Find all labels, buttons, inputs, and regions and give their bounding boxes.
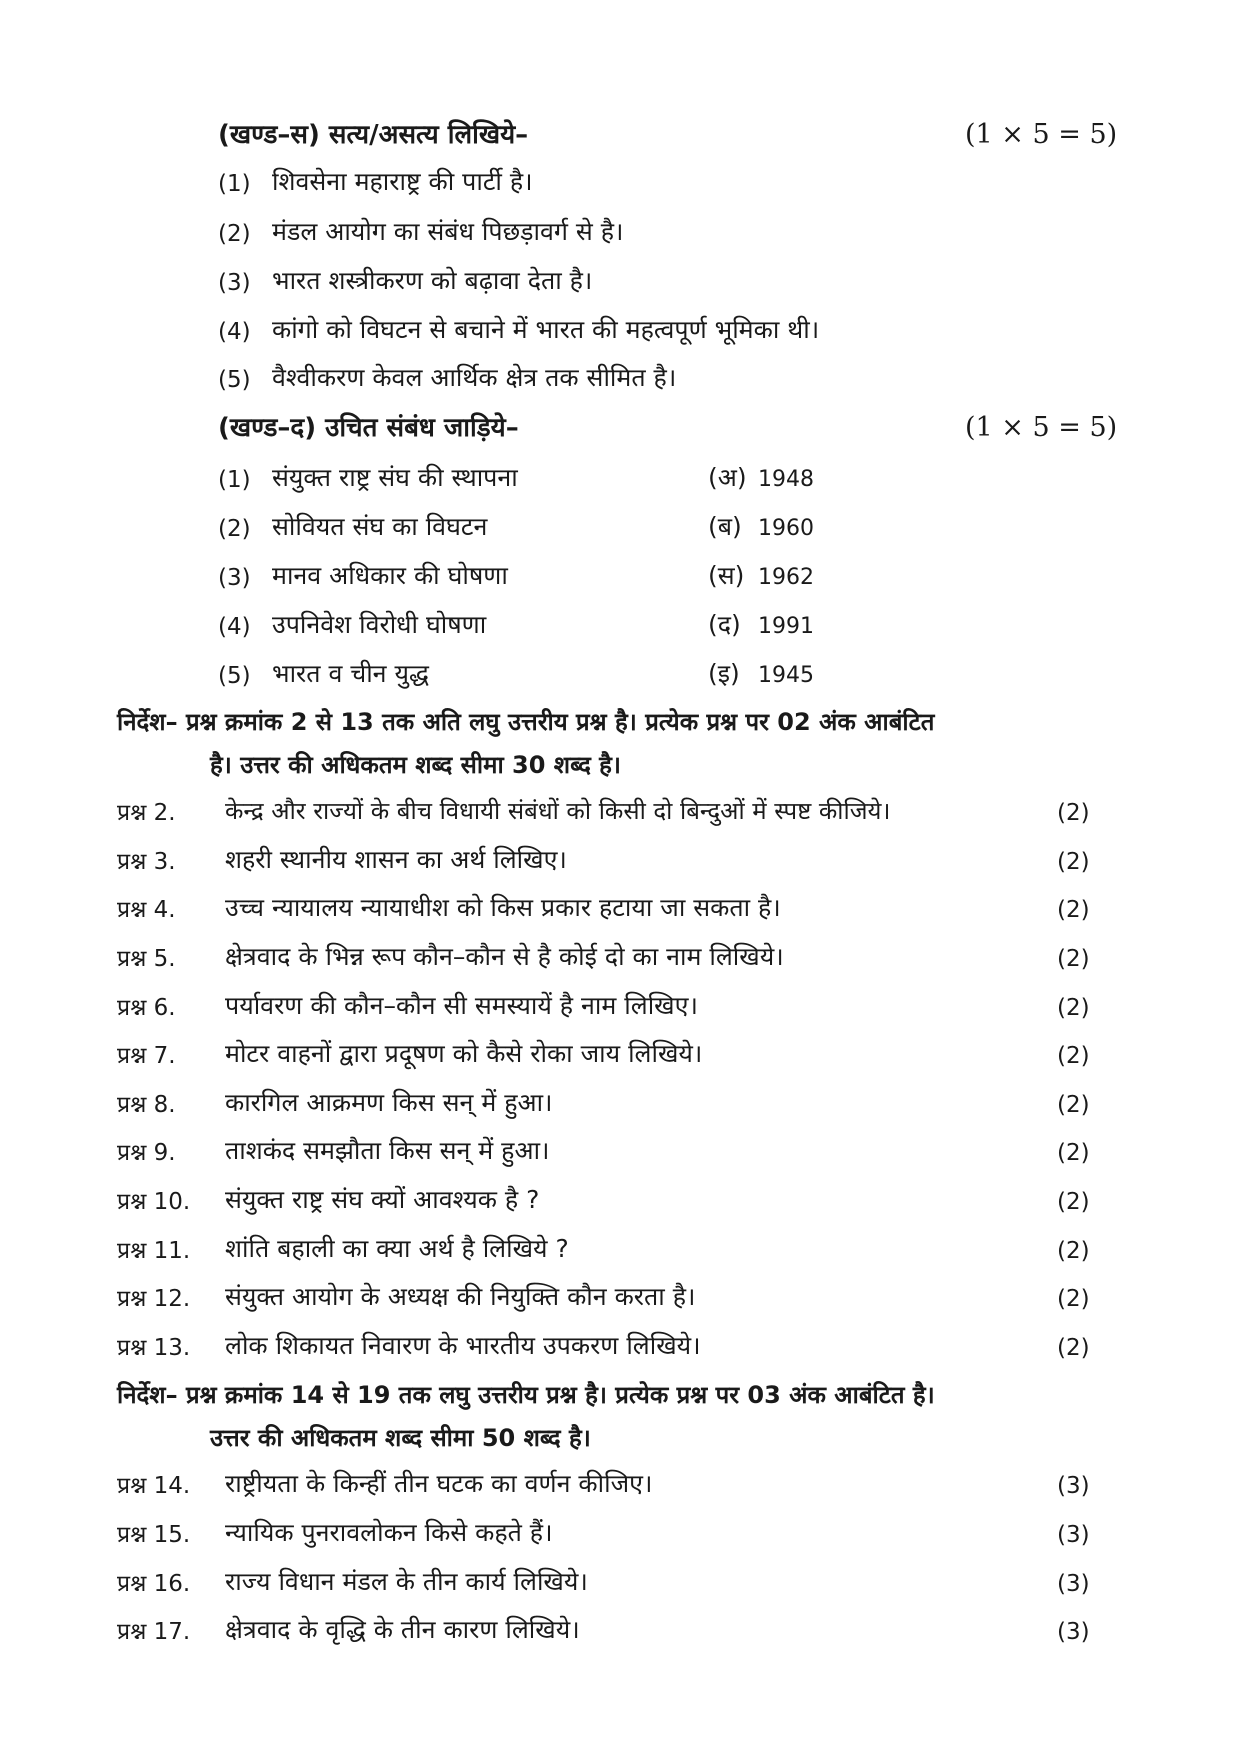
item-text: संयुक्त राष्ट्र संघ की स्थापना — [272, 463, 518, 492]
option-label: (अ) — [708, 463, 747, 492]
question-marks: (3) — [1057, 1473, 1090, 1499]
item-text: सोवियत संघ का विघटन — [272, 512, 488, 541]
item-number: (2) — [218, 221, 251, 247]
option-label: (स) — [708, 561, 745, 590]
item-text: भारत व चीन युद्ध — [272, 659, 429, 688]
question-marks: (2) — [1057, 1189, 1090, 1215]
question-number: प्रश्न 11. — [117, 1238, 191, 1264]
question-marks: (2) — [1057, 1043, 1090, 1069]
question-text: राज्य विधान मंडल के तीन कार्य लिखिये। — [225, 1567, 588, 1596]
question-text: ताशकंद समझौता किस सन् में हुआ। — [225, 1136, 550, 1165]
question-text: कारगिल आक्रमण किस सन् में हुआ। — [225, 1088, 553, 1117]
question-marks: (3) — [1057, 1619, 1090, 1645]
instruction-1-line-2: है। उत्तर की अधिकतम शब्द सीमा 30 शब्द है। — [210, 751, 622, 779]
item-text: मंडल आयोग का संबंध पिछड़ावर्ग से है। — [272, 217, 624, 246]
item-number: (2) — [218, 516, 251, 542]
instruction-2-line-1: निर्देश– प्रश्न क्रमांक 14 से 19 तक लघु उत्तरीय प्रश्न है। प्रत्येक प्रश्न पर 03 अंक आबंटित है। — [117, 1381, 935, 1409]
question-marks: (2) — [1057, 849, 1090, 875]
question-marks: (2) — [1057, 1092, 1090, 1118]
question-text: क्षेत्रवाद के भिन्न रूप कौन–कौन से है कोई दो का नाम लिखिये। — [225, 942, 784, 971]
section-d-heading: (खण्ड–द) उचित संबंध जाड़िये– — [218, 413, 519, 443]
item-number: (1) — [218, 467, 251, 493]
item-text: मानव अधिकार की घोषणा — [272, 561, 508, 590]
option-year: 1960 — [758, 516, 814, 541]
item-number: (5) — [218, 663, 251, 689]
question-text: शहरी स्थानीय शासन का अर्थ लिखिए। — [225, 845, 567, 874]
question-number: प्रश्न 8. — [117, 1092, 176, 1118]
instruction-1-line-1: निर्देश– प्रश्न क्रमांक 2 से 13 तक अति लघु उत्तरीय प्रश्न है। प्रत्येक प्रश्न पर 02 अंक आबंटित — [117, 708, 935, 736]
question-marks: (3) — [1057, 1571, 1090, 1597]
item-text: उपनिवेश विरोधी घोषणा — [272, 610, 487, 639]
question-number: प्रश्न 9. — [117, 1140, 176, 1166]
item-text: कांगो को विघटन से बचाने में भारत की महत्वपूर्ण भूमिका थी। — [272, 315, 820, 344]
option-year: 1962 — [758, 565, 814, 590]
item-text: भारत शस्त्रीकरण को बढ़ावा देता है। — [272, 266, 593, 295]
option-label: (इ) — [708, 659, 740, 688]
question-number: प्रश्न 17. — [117, 1619, 191, 1645]
question-number: प्रश्न 10. — [117, 1189, 191, 1215]
question-marks: (2) — [1057, 995, 1090, 1021]
question-text: उच्च न्यायालय न्यायाधीश को किस प्रकार हटाया जा सकता है। — [225, 893, 781, 922]
question-number: प्रश्न 13. — [117, 1335, 191, 1361]
instruction-2-line-2: उत्तर की अधिकतम शब्द सीमा 50 शब्द है। — [210, 1424, 591, 1452]
question-text: पर्यावरण की कौन–कौन सी समस्यायें है नाम लिखिए। — [225, 991, 698, 1020]
option-label: (ब) — [708, 512, 742, 541]
question-text: लोक शिकायत निवारण के भारतीय उपकरण लिखिये। — [225, 1331, 701, 1360]
option-year: 1948 — [758, 467, 814, 492]
question-number: प्रश्न 4. — [117, 897, 176, 923]
question-number: प्रश्न 2. — [117, 800, 176, 826]
option-year: 1991 — [758, 614, 814, 639]
question-marks: (2) — [1057, 1238, 1090, 1264]
option-year: 1945 — [758, 663, 814, 688]
item-number: (4) — [218, 614, 251, 640]
section-c-marks: (1 × 5 = 5) — [965, 119, 1118, 150]
question-number: प्रश्न 12. — [117, 1286, 191, 1312]
item-number: (3) — [218, 270, 251, 296]
question-marks: (3) — [1057, 1522, 1090, 1548]
question-number: प्रश्न 3. — [117, 849, 176, 875]
item-text: वैश्वीकरण केवल आर्थिक क्षेत्र तक सीमित है। — [272, 363, 677, 392]
item-text: शिवसेना महाराष्ट्र की पार्टी है। — [272, 167, 533, 196]
item-number: (4) — [218, 319, 251, 345]
question-text: मोटर वाहनों द्वारा प्रदूषण को कैसे रोका जाय लिखिये। — [225, 1039, 703, 1068]
question-text: राष्ट्रीयता के किन्हीं तीन घटक का वर्णन कीजिए। — [225, 1469, 653, 1498]
option-label: (द) — [708, 610, 741, 639]
question-text: केन्द्र और राज्यों के बीच विधायी संबंधों को किसी दो बिन्दुओं में स्पष्ट कीजिये। — [225, 797, 891, 825]
question-marks: (2) — [1057, 946, 1090, 972]
question-text: संयुक्त राष्ट्र संघ क्यों आवश्यक है ? — [225, 1185, 540, 1214]
question-text: क्षेत्रवाद के वृद्धि के तीन कारण लिखिये। — [225, 1615, 580, 1644]
question-marks: (2) — [1057, 1335, 1090, 1361]
question-number: प्रश्न 6. — [117, 995, 176, 1021]
question-number: प्रश्न 5. — [117, 946, 176, 972]
question-marks: (2) — [1057, 897, 1090, 923]
question-text: शांति बहाली का क्या अर्थ है लिखिये ? — [225, 1234, 569, 1263]
question-text: संयुक्त आयोग के अध्यक्ष की नियुक्ति कौन करता है। — [225, 1282, 696, 1311]
question-marks: (2) — [1057, 1140, 1090, 1166]
section-d-marks: (1 × 5 = 5) — [965, 412, 1118, 443]
question-number: प्रश्न 14. — [117, 1473, 191, 1499]
question-marks: (2) — [1057, 800, 1090, 826]
question-number: प्रश्न 7. — [117, 1043, 176, 1069]
question-number: प्रश्न 16. — [117, 1571, 191, 1597]
item-number: (1) — [218, 171, 251, 197]
item-number: (5) — [218, 367, 251, 393]
item-number: (3) — [218, 565, 251, 591]
section-c-heading: (खण्ड–स) सत्य/असत्य लिखिये– — [218, 120, 529, 150]
question-text: न्यायिक पुनरावलोकन किसे कहते हैं। — [225, 1518, 553, 1547]
question-number: प्रश्न 15. — [117, 1522, 191, 1548]
question-marks: (2) — [1057, 1286, 1090, 1312]
